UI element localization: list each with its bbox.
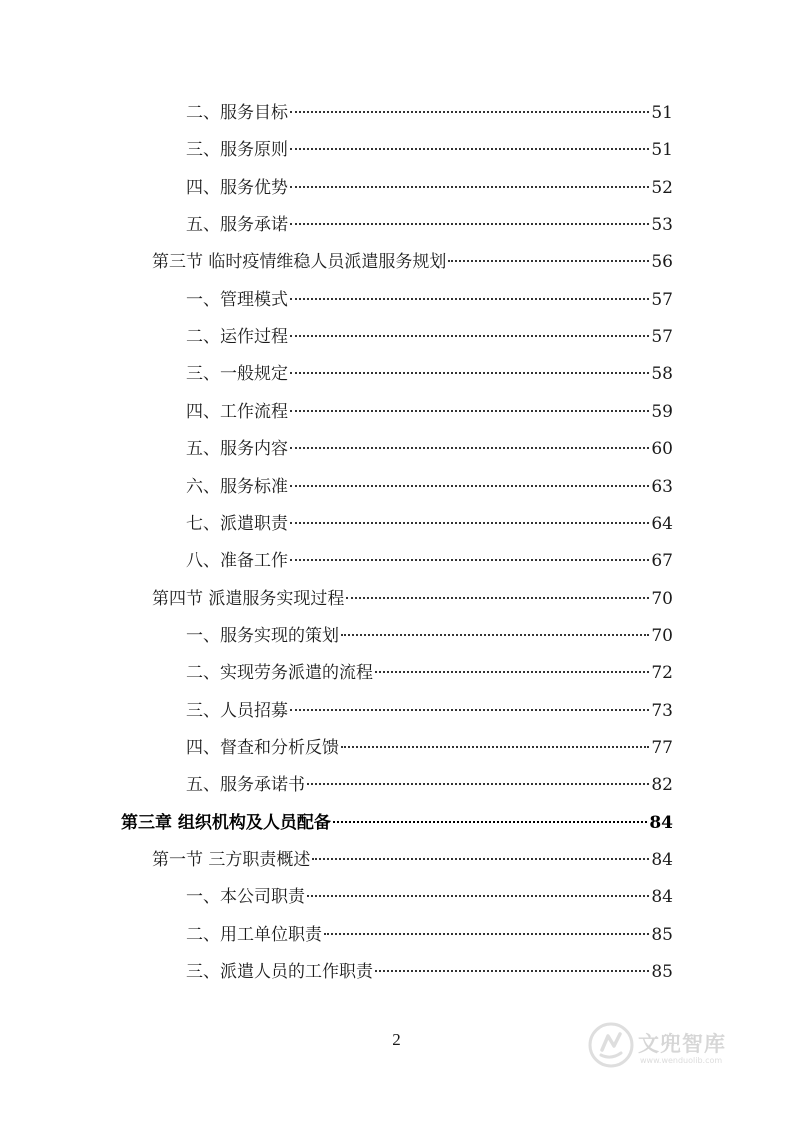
- toc-entry-title: 三、一般规定: [186, 364, 288, 385]
- toc-entry-title: 六、服务标准: [186, 476, 288, 497]
- toc-entry[interactable]: [186, 212, 673, 238]
- toc-entry[interactable]: [186, 959, 673, 985]
- toc-leader-dots: [448, 260, 649, 262]
- toc-entry[interactable]: [186, 772, 673, 798]
- toc-entry-title: 二、用工单位职责: [186, 924, 322, 945]
- toc-entry-title: 第三章 组织机构及人员配备: [121, 812, 331, 833]
- toc-leader-dots: [375, 970, 649, 972]
- toc-entry[interactable]: [186, 511, 673, 537]
- toc-entry-page: 72: [651, 663, 673, 684]
- toc-entry-title: 四、督查和分析反馈: [186, 737, 339, 758]
- toc-entry-page: 77: [651, 737, 673, 758]
- toc-entry-title: 五、服务承诺书: [186, 775, 305, 796]
- toc-entry-title: 二、实现劳务派遣的流程: [186, 663, 373, 684]
- toc-entry-page: 51: [651, 103, 673, 123]
- toc-entry-title: 一、本公司职责: [186, 887, 305, 908]
- toc-leader-dots: [307, 895, 649, 897]
- toc-entry-title: 第三节 临时疫情维稳人员派遣服务规划: [152, 252, 447, 273]
- toc-leader-dots: [312, 858, 649, 860]
- toc-entry-page: 85: [651, 924, 673, 945]
- toc-entry-title: 八、准备工作: [186, 551, 288, 572]
- toc-leader-dots: [290, 372, 649, 374]
- toc-entry-title: 四、工作流程: [186, 401, 288, 422]
- toc-entry-page: 84: [651, 850, 673, 870]
- toc-entry-page: 82: [651, 775, 673, 796]
- toc-entry-title: 三、服务原则: [186, 140, 288, 161]
- toc-section-entry[interactable]: [152, 249, 673, 275]
- toc-section-entry[interactable]: [152, 586, 673, 612]
- toc-entry-page: 70: [651, 625, 673, 646]
- toc-entry-title: 二、服务目标: [186, 103, 288, 123]
- toc-entry[interactable]: [186, 137, 673, 163]
- watermark-text: 文兜智库: [638, 1032, 726, 1056]
- toc-entry[interactable]: [186, 436, 673, 462]
- toc-entry-title: 一、服务实现的策划: [186, 625, 339, 646]
- toc-entry[interactable]: [186, 399, 673, 425]
- toc-leader-dots: [290, 522, 649, 524]
- toc-leader-dots: [375, 671, 649, 673]
- toc-leader-dots: [341, 634, 649, 636]
- toc-entry[interactable]: [186, 474, 673, 500]
- toc-entry-page: 56: [651, 252, 673, 273]
- toc-leader-dots: [341, 746, 649, 748]
- toc-entry-page: 84: [651, 887, 673, 908]
- toc-entry-page: 60: [651, 439, 673, 460]
- toc-entry-page: 64: [651, 513, 673, 534]
- toc-leader-dots: [290, 148, 649, 150]
- toc-entry-page: 58: [651, 364, 673, 385]
- toc-entry-page: 85: [651, 962, 673, 983]
- toc-entry-page: 73: [651, 700, 673, 721]
- toc-entry[interactable]: [186, 361, 673, 387]
- toc-leader-dots: [290, 298, 649, 300]
- toc-leader-dots: [290, 709, 649, 711]
- toc-entry[interactable]: [186, 922, 673, 948]
- toc-section-entry[interactable]: [152, 847, 673, 873]
- wenduo-logo-icon: [588, 1022, 634, 1068]
- toc-entry[interactable]: [186, 660, 673, 686]
- toc-entry-title: 第一节 三方职责概述: [152, 850, 311, 870]
- watermark-url: www.wenduolib.com: [640, 1056, 723, 1065]
- toc-entry-title: 五、服务承诺: [186, 215, 288, 236]
- toc-entry-title: 四、服务优势: [186, 177, 288, 198]
- toc-leader-dots: [290, 410, 649, 412]
- toc-entry-page: 67: [651, 551, 673, 572]
- toc-entry[interactable]: [186, 623, 673, 649]
- toc-leader-dots: [290, 559, 649, 561]
- toc-leader-dots: [290, 335, 649, 337]
- toc-entry-page: 59: [651, 401, 673, 422]
- toc-entry-page: 52: [651, 177, 673, 198]
- toc-leader-dots: [290, 447, 649, 449]
- toc-entry-title: 七、派遣职责: [186, 513, 288, 534]
- toc-leader-dots: [333, 821, 647, 823]
- toc-entry[interactable]: [186, 735, 673, 761]
- toc-entry[interactable]: [186, 548, 673, 574]
- toc-entry-title: 三、派遣人员的工作职责: [186, 962, 373, 983]
- toc-entry-page: 51: [651, 140, 673, 161]
- toc-leader-dots: [290, 223, 649, 225]
- toc-entry-title: 第四节 派遣服务实现过程: [152, 588, 345, 609]
- toc-leader-dots: [346, 597, 649, 599]
- toc-leader-dots: [290, 186, 649, 188]
- toc-chapter-entry[interactable]: [121, 810, 673, 836]
- toc-entry[interactable]: [186, 175, 673, 201]
- toc-entry-page: 57: [651, 327, 673, 348]
- toc-entry[interactable]: [186, 698, 673, 724]
- toc-entry-title: 五、服务内容: [186, 439, 288, 460]
- toc-entry-page: 63: [651, 476, 673, 497]
- toc-entry[interactable]: [186, 287, 673, 313]
- toc-leader-dots: [290, 485, 649, 487]
- toc-leader-dots: [324, 933, 649, 935]
- toc-entry-title: 三、人员招募: [186, 700, 288, 721]
- toc-entry-page: 53: [651, 215, 673, 236]
- watermark: [588, 1020, 758, 1076]
- toc-leader-dots: [307, 783, 649, 785]
- toc-entry-title: 二、运作过程: [186, 327, 288, 348]
- page-number: 2: [392, 1030, 401, 1049]
- toc-entry[interactable]: [186, 100, 673, 126]
- toc-leader-dots: [290, 111, 649, 113]
- toc-entry-page: 57: [651, 289, 673, 310]
- toc-entry[interactable]: [186, 324, 673, 350]
- toc-entry-page: 70: [651, 588, 673, 609]
- toc-entry-title: 一、管理模式: [186, 289, 288, 310]
- toc-entry-page: 84: [649, 812, 673, 833]
- toc-entry[interactable]: [186, 884, 673, 910]
